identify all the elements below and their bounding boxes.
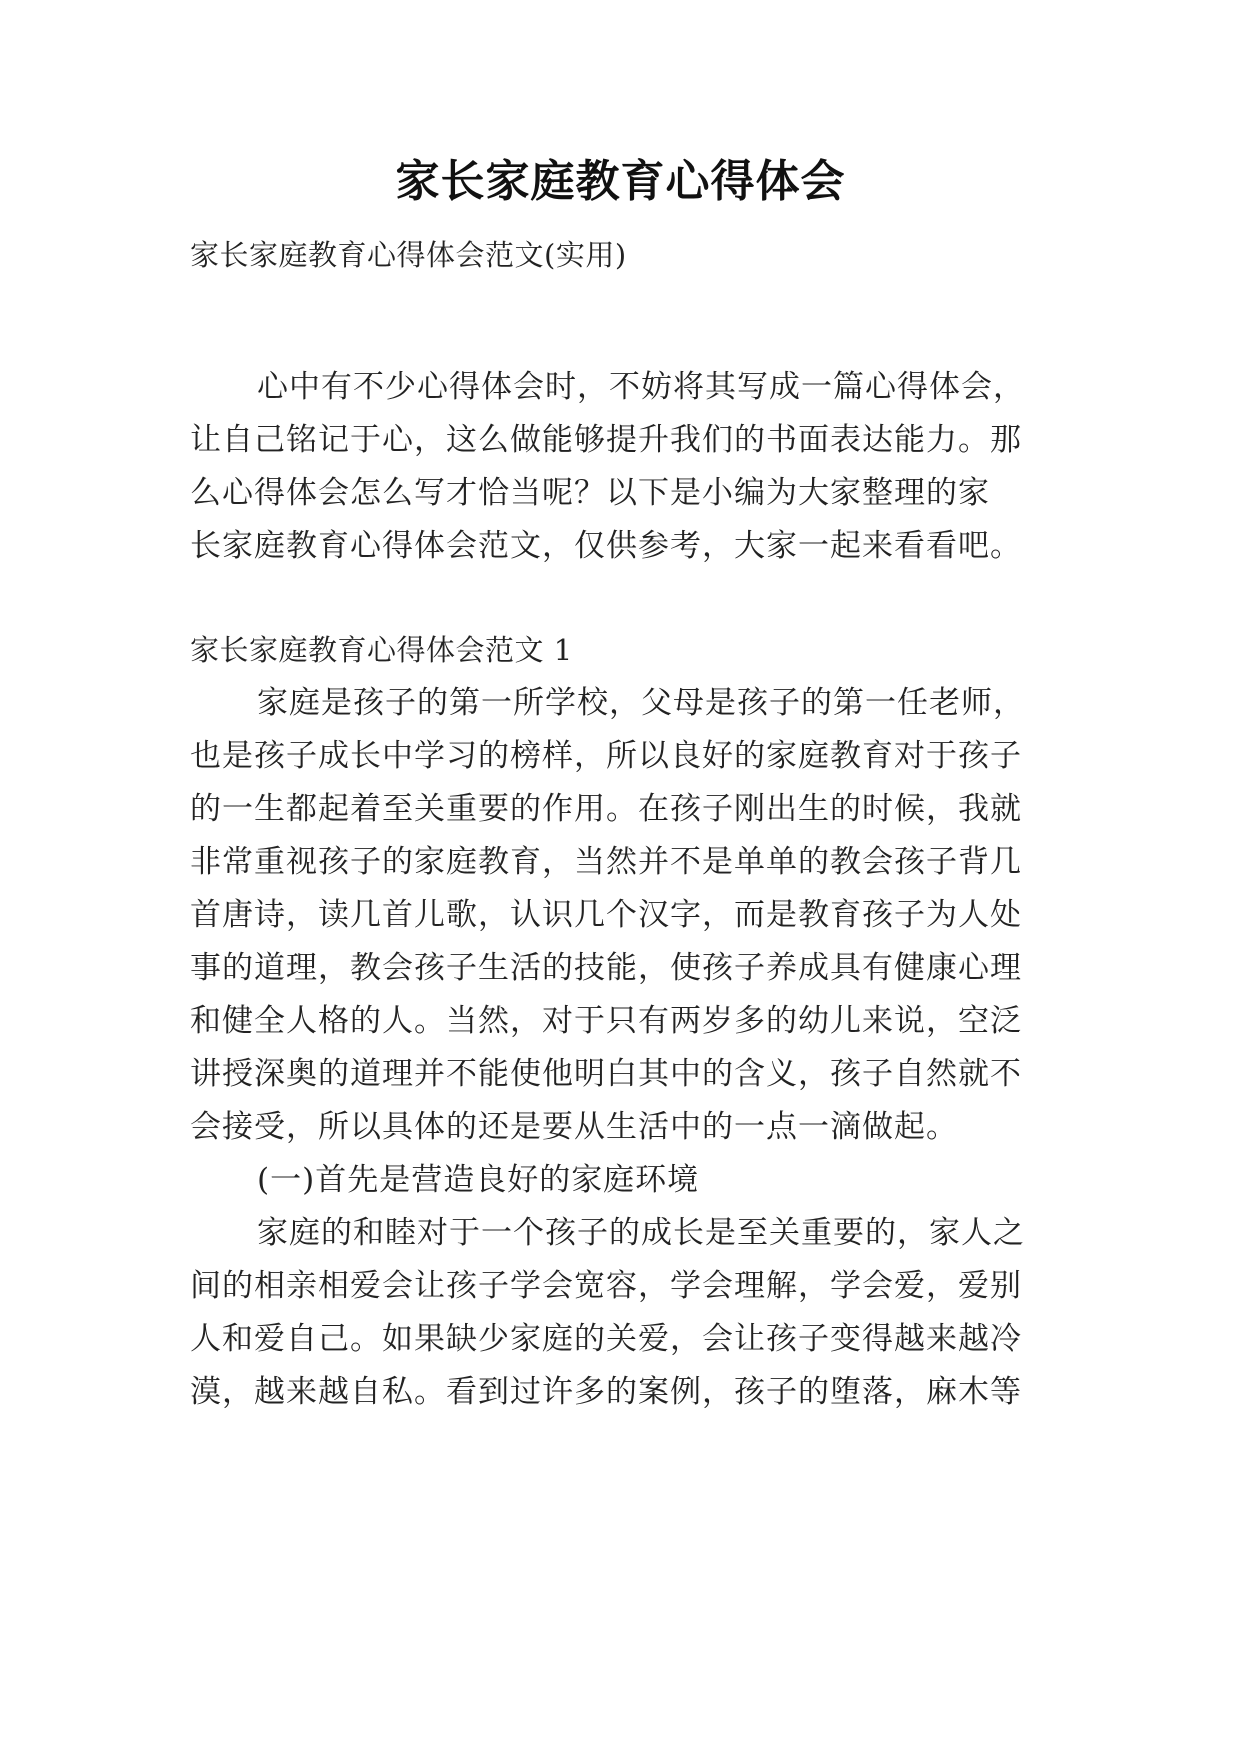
intro-line: 长家庭教育心得体会范文，仅供参考，大家一起来看看吧。 (190, 528, 1022, 564)
body-line: 事的道理，教会孩子生活的技能，使孩子养成具有健康心理 (190, 950, 1022, 986)
document-subtitle: 家长家庭教育心得体会范文(实用) (190, 238, 627, 272)
body-line: 家庭的和睦对于一个孩子的成长是至关重要的，家人之 (257, 1215, 1025, 1251)
body-line: 讲授深奥的道理并不能使他明白其中的含义，孩子自然就不 (190, 1056, 1022, 1092)
body-line: 会接受，所以具体的还是要从生活中的一点一滴做起。 (190, 1109, 958, 1145)
body-line: 人和爱自己。如果缺少家庭的关爱，会让孩子变得越来越冷 (190, 1321, 1022, 1357)
body-line: 也是孩子成长中学习的榜样，所以良好的家庭教育对于孩子 (190, 738, 1022, 774)
body-line: 间的相亲相爱会让孩子学会宽容，学会理解，学会爱，爱别 (190, 1268, 1022, 1304)
body-line: 家庭是孩子的第一所学校，父母是孩子的第一任老师， (257, 685, 1025, 721)
intro-line: 么心得体会怎么写才恰当呢？以下是小编为大家整理的家 (190, 475, 990, 511)
body-line: 首唐诗，读几首儿歌，认识几个汉字，而是教育孩子为人处 (190, 897, 1022, 933)
body-line: 和健全人格的人。当然，对于只有两岁多的幼儿来说，空泛 (190, 1003, 1022, 1039)
intro-line: 让自己铭记于心，这么做能够提升我们的书面表达能力。那 (190, 422, 1022, 458)
body-line: 非常重视孩子的家庭教育，当然并不是单单的教会孩子背几 (190, 844, 1022, 880)
document-title: 家长家庭教育心得体会 (395, 156, 846, 207)
intro-line: 心中有不少心得体会时，不妨将其写成一篇心得体会， (257, 369, 1025, 405)
section-heading: 家长家庭教育心得体会范文 1 (190, 633, 573, 667)
subheading: (一)首先是营造良好的家庭环境 (257, 1162, 700, 1198)
body-line: 漠，越来越自私。看到过许多的案例，孩子的堕落，麻木等 (190, 1374, 1022, 1410)
body-line: 的一生都起着至关重要的作用。在孩子刚出生的时候，我就 (190, 791, 1022, 827)
